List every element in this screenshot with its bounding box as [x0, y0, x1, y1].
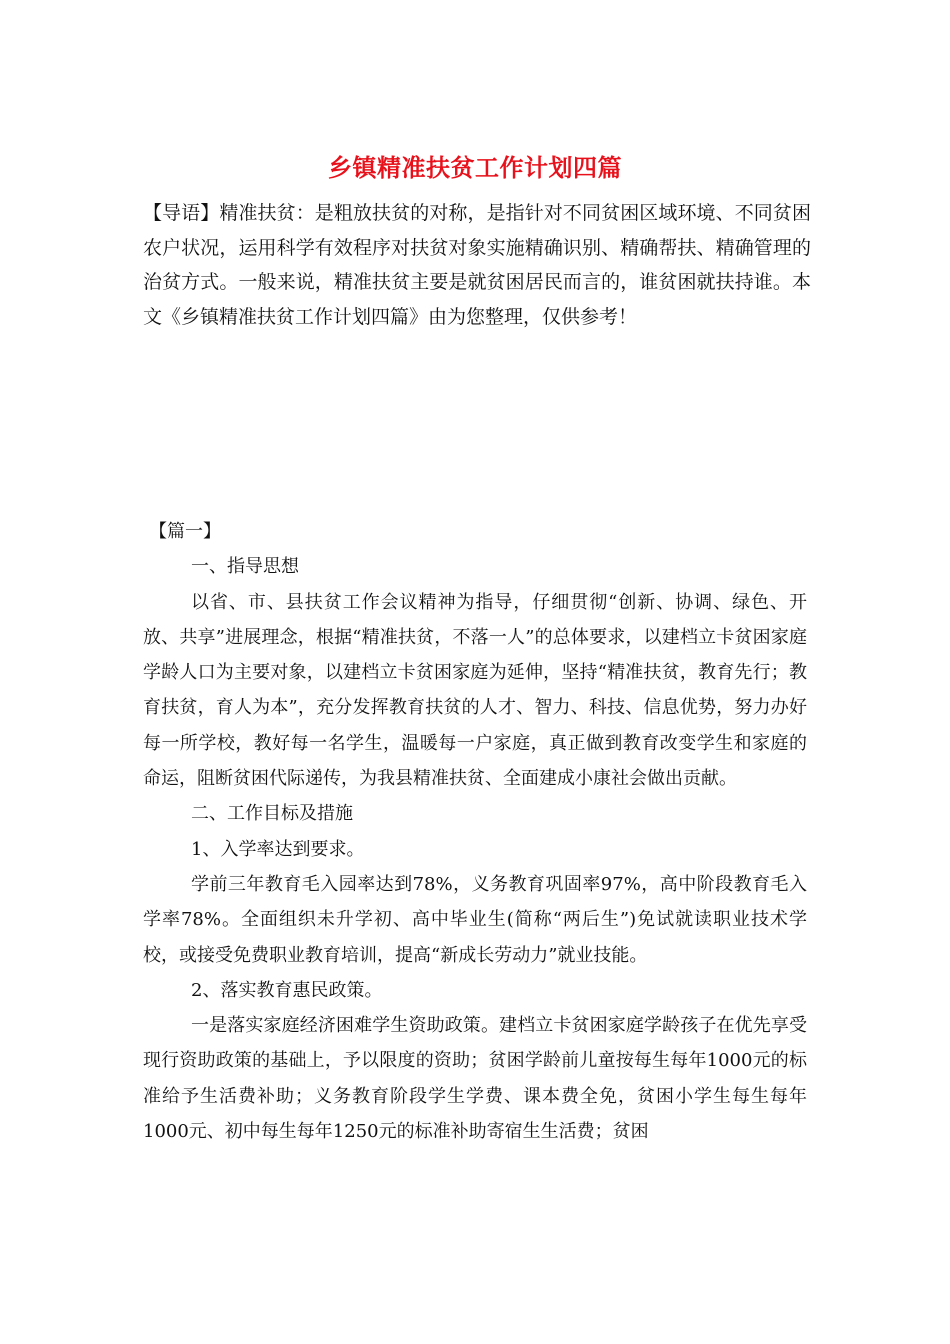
- paragraph-enrollment: 学前三年教育毛入园率达到78%，义务教育巩固率97%，高中阶段教育毛入学率78%。全面组织未升学初、高中毕业生(简称“两后生”)免试就读职业技术学校，或接受免费职业教育培训，提高“新成长劳动力”就业技能。: [143, 873, 807, 966]
- heading-goals-measures: 二、工作目标及措施: [191, 803, 353, 825]
- subheading-policy: 2、落实教育惠民政策。: [191, 979, 383, 1001]
- intro-paragraph: 【导语】精准扶贫：是粗放扶贫的对称，是指针对不同贫困区域环境、不同贫困农户状况，运用科学有效程序对扶贫对象实施精确识别、精确帮扶、精确管理的治贫方式。一般来说，精准扶贫主要是就贫困居民而言的，谁贫困就扶持谁。本文《乡镇精准扶贫工作计划四篇》由为您整理，仅供参考！: [143, 202, 811, 328]
- paragraph-guiding-ideology: 以省、市、县扶贫工作会议精神为指导，仔细贯彻“创新、协调、绿色、开放、共享”进展理念，根据“精准扶贫，不落一人”的总体要求，以建档立卡贫困家庭学龄人口为主要对象，以建档立卡贫困家庭为延伸，坚持“精准扶贫，教育先行；教育扶贫，育人为本”，充分发挥教育扶贫的人才、智力、科技、信息优势，努力办好每一所学校，教好每一名学生，温暖每一户家庭，真正做到教育改变学生和家庭的命运，阻断贫困代际递传，为我县精准扶贫、全面建成小康社会做出贡献。: [143, 591, 807, 790]
- paragraph-policy: 一是落实家庭经济困难学生资助政策。建档立卡贫困家庭学龄孩子在优先享受现行资助政策的基础上，予以限度的资助；贫困学龄前儿童按每生每年1000元的标准给予生活费补助；义务教育阶段学生学费、课本费全免，贫困小学生每生每年1000元、初中每生每年1250元的标准补助寄宿生生活费；贫困: [143, 1015, 807, 1143]
- document-body: [143, 514, 807, 1149]
- document-title: 乡镇精准扶贫工作计划四篇: [328, 153, 622, 182]
- subheading-enrollment: 1、入学率达到要求。: [191, 838, 365, 860]
- section-label: 【篇一】: [149, 521, 221, 542]
- heading-guiding-ideology: 一、指导思想: [191, 556, 299, 578]
